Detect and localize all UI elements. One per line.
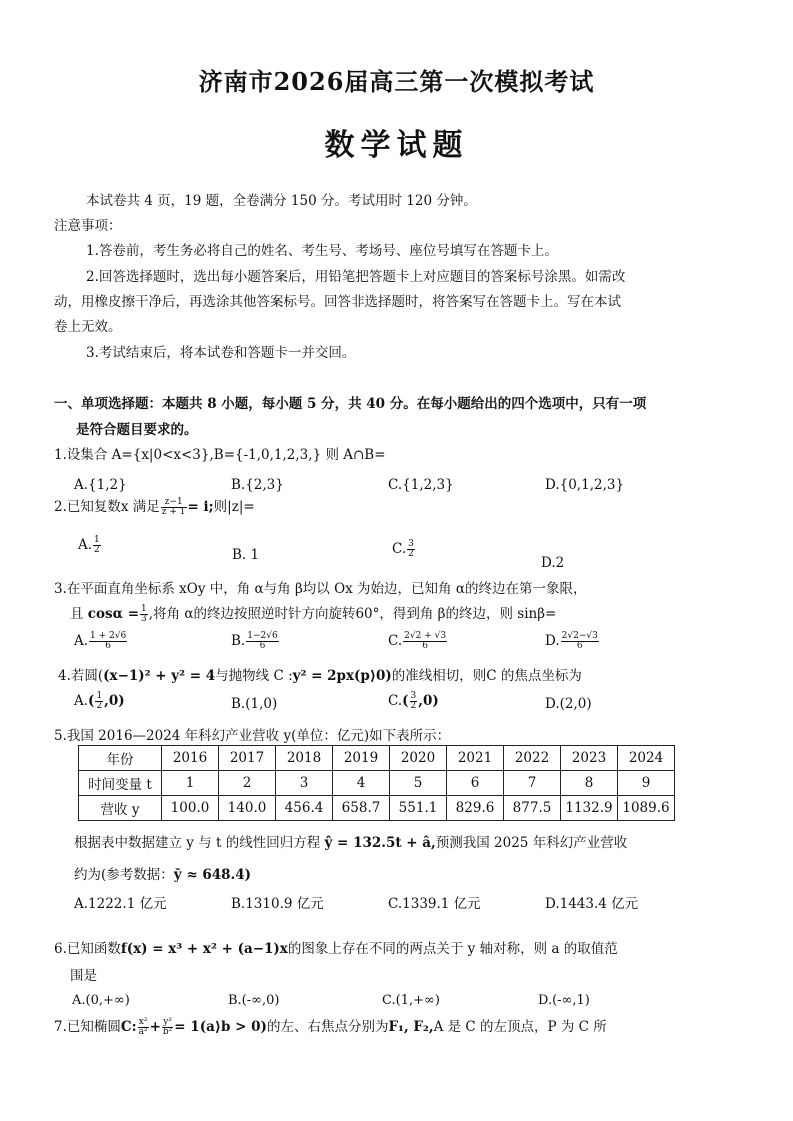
q1-option-c: C.{1,2,3} [388, 477, 454, 493]
q2-option-c-frac [407, 540, 415, 559]
table-cell: 658.7 [333, 796, 390, 821]
q7-eq-tail: = 1(a⟩b > 0) [174, 1019, 267, 1035]
frac-num: 3 [408, 539, 414, 549]
q4-option-a-tail: ,0 [104, 693, 119, 709]
q2-equation: = i; [187, 499, 214, 515]
q6-option-c: C.(1,+∞) [382, 993, 440, 1008]
q4-option-a: A.( $\frac{1}{2}$ ,0) [74, 691, 125, 711]
q5-regression-eq: ŷ = 132.5t + â, [324, 835, 436, 851]
frac-den: 2 [410, 701, 417, 711]
q4-text-a: 4.若圆( [58, 668, 104, 684]
q4-text-c: 的准线相切，则C 的焦点坐标为 [391, 668, 582, 684]
subject-title: 数学试题 [324, 128, 469, 163]
q3-option-c [388, 632, 448, 651]
q4-option-d: D.(2,0) [545, 696, 592, 712]
q2-option-a-label: A. [78, 537, 93, 553]
q3-option-a-label: A. [74, 633, 89, 649]
q4-circle-eq: (x−1)² + y² = 4 [103, 668, 216, 684]
frac-num: 2√2−√3 [561, 631, 598, 641]
q4-option-c: C.( $\frac{3}{2}$ ,0) [388, 691, 439, 711]
table-cell: 7 [504, 771, 561, 796]
q6-option-d: D.(-∞,1) [538, 993, 590, 1008]
q3-cos-frac [140, 605, 148, 624]
q5-option-d: D.1443.4 亿元 [545, 896, 639, 912]
q6-text-b: 的图象上存在不同的两点关于 y 轴对称，则 a 的取值范 [287, 941, 618, 957]
frac-num: 1 [141, 604, 147, 614]
q7-plus: + [149, 1019, 161, 1035]
frac-num: 1 [96, 691, 103, 701]
table-cell: 3 [276, 771, 333, 796]
table-cell: 8 [561, 771, 618, 796]
revenue-table [78, 745, 675, 821]
q2-option-a [78, 536, 102, 555]
q5-stem: 5.我国 2016—2024 年科幻产业营收 y(单位：亿元)如下表所示： [54, 728, 451, 744]
table-cell: 2020 [390, 746, 447, 771]
frac-num: 1 [94, 535, 100, 545]
q3-option-a-frac [89, 632, 127, 651]
q4-parabola-eq: y² = 2px(p⟩0) [292, 668, 392, 684]
table-cell: 6 [447, 771, 504, 796]
table-cell: 100.0 [162, 796, 219, 821]
section-heading-line1: 一、单项选择题：本题共 8 小题，每小题 5 分，共 40 分。在每小题给出的四个选项中，只有一项 [54, 396, 647, 412]
frac-den: 6 [259, 641, 266, 651]
table-cell: 2018 [276, 746, 333, 771]
q7-stem [54, 1018, 607, 1037]
q4-option-c-label: C. [388, 693, 403, 709]
q3-option-a [74, 632, 128, 651]
table-cell: 2023 [561, 746, 618, 771]
q7-text-c: A 是 C 的左顶点，P 为 C 所 [433, 1019, 607, 1035]
table-cell: 140.0 [219, 796, 276, 821]
frac-num: y² [163, 1017, 172, 1027]
q3-line1: 3.在平面直角坐标系 xOy 中，角 α与角 β均以 Ox 为始边，已知角 α的终边在第一象限， [54, 581, 587, 597]
q2-stem-tail: 则|z|= [213, 499, 255, 515]
notice-2-line3: 卷上无效。 [54, 319, 122, 335]
q6-line2: 围是 [70, 968, 97, 984]
frac-den: 6 [576, 641, 583, 651]
table-cell: 2019 [333, 746, 390, 771]
q5-text-a: 根据表中数据建立 y 与 t 的线性回归方程 [74, 835, 321, 851]
q7-ellipse-label: C: [120, 1019, 137, 1035]
q7-text-b: 的左、右焦点分别为 [266, 1019, 389, 1035]
q1-option-b: B.{2,3} [231, 477, 284, 493]
revenue-table-body [79, 746, 675, 821]
q3-option-c-frac [403, 632, 447, 651]
table-cell: 9 [618, 771, 675, 796]
q2-option-d: D.2 [541, 555, 565, 571]
q5-after-line1 [74, 834, 627, 852]
q4-option-b: B.(1,0) [231, 696, 278, 712]
q1-stem: 1.设集合 A={x|0<x<3},B={-1,0,1,2,3,} 则 A∩B= [54, 447, 386, 463]
frac-den: a² [138, 1027, 148, 1037]
q3-option-d-label: D. [545, 633, 560, 649]
table-cell: 2016 [162, 746, 219, 771]
frac-num: 3 [410, 691, 417, 701]
q6-stem [54, 940, 618, 958]
table-row-year [79, 746, 675, 771]
table-row-label: 营收 y [79, 796, 162, 821]
table-cell: 2024 [618, 746, 675, 771]
q2-option-c [392, 540, 416, 559]
q2-option-c-label: C. [392, 541, 407, 557]
notice-3: 3.考试结束后，将本试卷和答题卡一并交回。 [86, 345, 356, 361]
table-row-label: 年份 [79, 746, 162, 771]
q5-ref-value: ȳ ≈ 648.4) [173, 867, 251, 883]
notice-title: 注意事项： [54, 218, 122, 234]
q3-option-b-frac [246, 632, 278, 651]
q2-stem-text: 2.已知复数x 满足 [54, 499, 160, 515]
q3-cos: cosα = [87, 606, 140, 622]
q7-text-a: 7.已知椭圆 [54, 1019, 121, 1035]
q1-option-d: D.{0,1,2,3} [545, 477, 625, 493]
q5-text-ref: 约为(参考数据： [74, 867, 174, 883]
q6-text-a: 6.已知函数 [54, 941, 121, 957]
frac-den: 2 [94, 545, 100, 555]
frac-den: 2 [96, 701, 103, 711]
q2-frac-den: z + 1 [161, 507, 186, 517]
table-row-revenue [79, 796, 675, 821]
q4-stem [58, 667, 582, 685]
table-row-t [79, 771, 675, 796]
notice-1: 1.答卷前，考生务必将自己的姓名、考生号、考场号、座位号填写在答题卡上。 [86, 243, 558, 259]
table-cell: 4 [333, 771, 390, 796]
q7-y-frac [162, 1018, 173, 1037]
exam-info: 本试卷共 4 页，19 题，全卷满分 150 分。考试用时 120 分钟。 [86, 193, 477, 209]
frac-num: 2√2 + √3 [404, 631, 447, 641]
frac-num: 1 + 2√6 [90, 631, 127, 641]
q3-text-a: 且 [70, 606, 84, 622]
frac-den: 2 [408, 549, 414, 559]
q2-frac-num: z−1 [161, 498, 187, 508]
q2-option-a-frac [93, 536, 101, 555]
table-row-label: 时间变量 t [79, 771, 162, 796]
q2-fraction [161, 498, 187, 517]
table-cell: 2021 [447, 746, 504, 771]
q4-option-c-tail: ,0 [418, 693, 433, 709]
q2-option-b: B. 1 [232, 547, 260, 563]
table-cell: 1 [162, 771, 219, 796]
table-cell: 2017 [219, 746, 276, 771]
frac-num: 1−2√6 [247, 631, 278, 641]
q7-foci: F₁, F₂, [388, 1019, 434, 1035]
q5-option-c: C.1339.1 亿元 [388, 896, 481, 912]
table-cell: 1132.9 [561, 796, 618, 821]
frac-den: b² [162, 1027, 173, 1037]
q3-text-c: ,将角 α的终边按照逆时针方向旋转60°，得到角 β的终边，则 sinβ= [148, 606, 557, 622]
q6-option-b: B.(-∞,0) [228, 993, 280, 1008]
table-cell: 2022 [504, 746, 561, 771]
table-cell: 1089.6 [618, 796, 675, 821]
q5-option-a: A.1222.1 亿元 [74, 896, 167, 912]
frac-den: 6 [105, 641, 111, 651]
table-cell: 2 [219, 771, 276, 796]
table-cell: 877.5 [504, 796, 561, 821]
q7-x-frac [138, 1018, 149, 1037]
q3-option-b [231, 632, 280, 651]
q5-option-b: B.1310.9 亿元 [231, 896, 324, 912]
q5-text-c: 预测我国 2025 年科幻产业营收 [435, 835, 628, 851]
q4-text-b: 与抛物线 C : [215, 668, 293, 684]
q3-option-d-frac [561, 632, 599, 651]
q3-line2 [70, 605, 556, 624]
q3-option-c-label: C. [388, 633, 403, 649]
frac-num: x² [138, 1017, 148, 1027]
q1-option-a: A.{1,2} [74, 477, 127, 493]
q4-option-a-label: A. [74, 693, 89, 709]
exam-title: 济南市2026届高三第一次模拟考试 [198, 67, 595, 96]
frac-den: 3 [141, 614, 147, 624]
table-cell: 5 [390, 771, 447, 796]
q6-function-eq: f(x) = x³ + x² + (a−1)x [120, 941, 288, 957]
q2-stem [54, 498, 255, 517]
notice-2-line1: 2.回答选择题时，选出每小题答案后，用铅笔把答题卡上对应题目的答案标号涂黑。如需改 [86, 269, 626, 285]
q5-after-line2 [74, 866, 251, 884]
section-heading-line2: 是符合题目要求的。 [76, 422, 198, 438]
frac-den: 6 [422, 641, 428, 651]
q3-option-d [545, 632, 600, 651]
notice-2-line2: 动，用橡皮擦干净后，再选涂其他答案标号。回答非选择题时，将答案写在答题卡上。写在本试 [54, 294, 621, 310]
table-cell: 456.4 [276, 796, 333, 821]
q3-option-b-label: B. [231, 633, 246, 649]
table-cell: 829.6 [447, 796, 504, 821]
q4-option-a-frac [95, 692, 103, 711]
table-cell: 551.1 [390, 796, 447, 821]
q6-option-a: A.(0,+∞) [72, 993, 130, 1008]
q4-option-c-frac [410, 692, 418, 711]
